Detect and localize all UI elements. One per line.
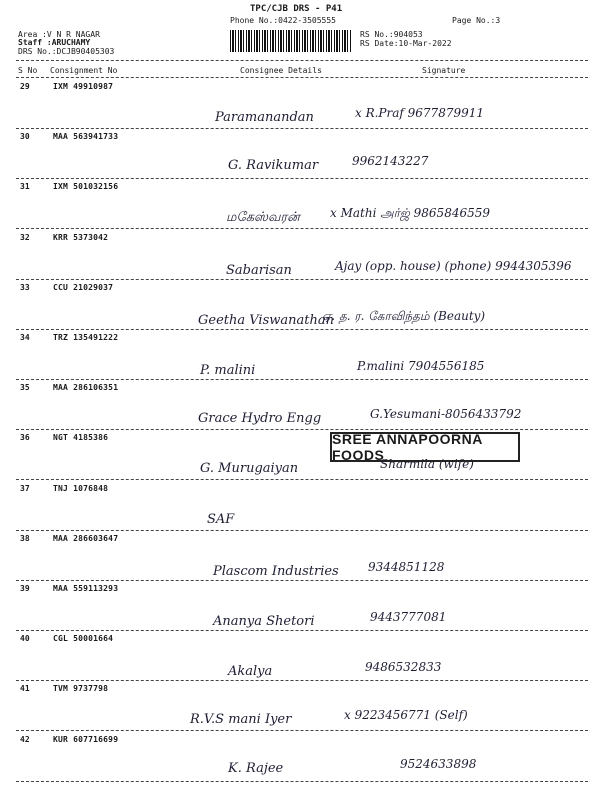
serial-number: 30	[20, 132, 30, 142]
serial-number: 42	[20, 734, 30, 744]
column-header-sno: S No	[18, 66, 38, 75]
table-row	[0, 484, 600, 536]
consignee-name: Sabarisan	[226, 262, 292, 278]
divider	[16, 77, 588, 78]
consignee-name: Grace Hydro Engg	[198, 411, 322, 427]
consignee-name: K. Rajee	[228, 760, 284, 776]
area-label: Area :V N R NAGAR	[18, 30, 100, 39]
consignment-number: IXM 49910987	[53, 82, 114, 91]
consignment-number: MAA 286603647	[53, 533, 119, 543]
consignment-number: TVM 9737798	[53, 684, 109, 694]
table-row	[0, 283, 600, 335]
row-divider	[16, 479, 588, 480]
serial-number: 35	[20, 383, 30, 393]
page-number: Page No.:3	[452, 16, 501, 25]
receiver-signature: 9443777081	[370, 610, 447, 624]
consignment-number: KRR 5373042	[53, 232, 109, 242]
row-divider	[16, 680, 588, 681]
receiver-signature: 9486532833	[365, 660, 442, 675]
sheet-title: TPC/CJB DRS - P41	[250, 4, 343, 14]
serial-number: 34	[20, 333, 30, 342]
serial-number: 32	[20, 232, 30, 242]
phone-number: Phone No.:0422-3505555	[230, 16, 336, 25]
receiver-signature: Sharmila (wife)	[380, 457, 474, 472]
consignee-name: G. Ravikumar	[228, 158, 319, 174]
receiver-signature: Ajay (opp. house) (phone) 9944305396	[335, 258, 572, 273]
receiver-signature: x R.Praf 9677879911	[355, 106, 484, 120]
serial-number: 31	[20, 182, 30, 192]
row-divider	[16, 128, 588, 129]
table-row	[0, 182, 600, 234]
receiver-signature: P.malini 7904556185	[357, 359, 485, 373]
column-header-consignment: Consignment No	[50, 66, 118, 75]
row-divider	[16, 329, 588, 330]
serial-number: 37	[20, 483, 30, 493]
barcode	[230, 30, 352, 52]
receiver-signature: 9524633898	[400, 756, 477, 771]
row-divider	[16, 781, 588, 782]
receiver-signature: G.Yesumani-8056433792	[370, 407, 522, 422]
table-row	[0, 333, 600, 385]
receiver-signature: x Mathi அர்ஜ் 9865846559	[330, 206, 491, 221]
consignee-name: G. Murugaiyan	[200, 461, 299, 477]
serial-number: 38	[20, 533, 30, 543]
consignment-number: TRZ 135491222	[53, 333, 119, 342]
consignment-number: NGT 4185386	[53, 433, 109, 443]
serial-number: 33	[20, 282, 30, 292]
consignee-name: மகேஸ்வரன்	[226, 210, 300, 226]
receiver-signature: x 9223456771 (Self)	[344, 708, 468, 723]
row-divider	[16, 178, 588, 179]
row-divider	[16, 379, 588, 380]
serial-number: 39	[20, 584, 30, 593]
consignment-number: KUR 607716699	[53, 734, 119, 744]
table-row	[0, 584, 600, 636]
serial-number: 41	[20, 684, 30, 694]
column-header-consignee: Consignee Details	[240, 66, 322, 75]
row-divider	[16, 279, 588, 280]
receiver-signature: 9344851128	[368, 559, 445, 574]
consignee-name: P. malini	[200, 363, 256, 378]
rs-number: RS No.:904053	[360, 30, 423, 39]
consignment-number: CGL 50001664	[53, 634, 114, 644]
consignee-name: Geetha Viswanathan	[198, 312, 334, 328]
receiver-signature: ஏ. த. ர. கோவிந்தம் (Beauty)	[322, 308, 486, 323]
table-row	[0, 684, 600, 736]
consignee-name: Plascom Industries	[213, 563, 339, 579]
table-row	[0, 634, 600, 686]
table-row	[0, 383, 600, 435]
company-stamp: SREE ANNAPOORNA FOODS	[330, 432, 520, 462]
table-row	[0, 534, 600, 586]
consignee-name: Ananya Shetori	[213, 614, 315, 629]
divider	[16, 60, 588, 61]
staff-label: Staff :ARUCHAMY	[18, 38, 91, 47]
consignee-name: R.V.S mani Iyer	[190, 712, 292, 728]
consignment-number: IXM 501032156	[53, 182, 119, 192]
row-divider	[16, 730, 588, 731]
column-header-signature: Signature	[422, 66, 466, 75]
consignee-name: Akalya	[228, 664, 273, 680]
receiver-signature: 9962143227	[352, 154, 429, 169]
drs-number: DRS No.:DCJB90405303	[18, 47, 115, 56]
row-divider	[16, 580, 588, 581]
consignee-name: Paramanandan	[215, 110, 314, 125]
consignment-number: MAA 286106351	[53, 383, 119, 393]
serial-number: 29	[20, 82, 30, 91]
table-row	[0, 735, 600, 787]
consignment-number: MAA 563941733	[53, 132, 119, 142]
table-row	[0, 233, 600, 285]
consignee-name: SAF	[207, 511, 235, 527]
row-divider	[16, 228, 588, 229]
serial-number: 40	[20, 634, 30, 644]
consignment-number: TNJ 1076848	[53, 483, 109, 493]
rs-date: RS Date:10-Mar-2022	[360, 39, 452, 48]
table-row	[0, 132, 600, 184]
row-divider	[16, 530, 588, 531]
row-divider	[16, 630, 588, 631]
consignment-number: CCU 21029037	[53, 282, 114, 292]
table-row	[0, 82, 600, 134]
consignment-number: MAA 559113293	[53, 584, 119, 593]
serial-number: 36	[20, 433, 30, 443]
